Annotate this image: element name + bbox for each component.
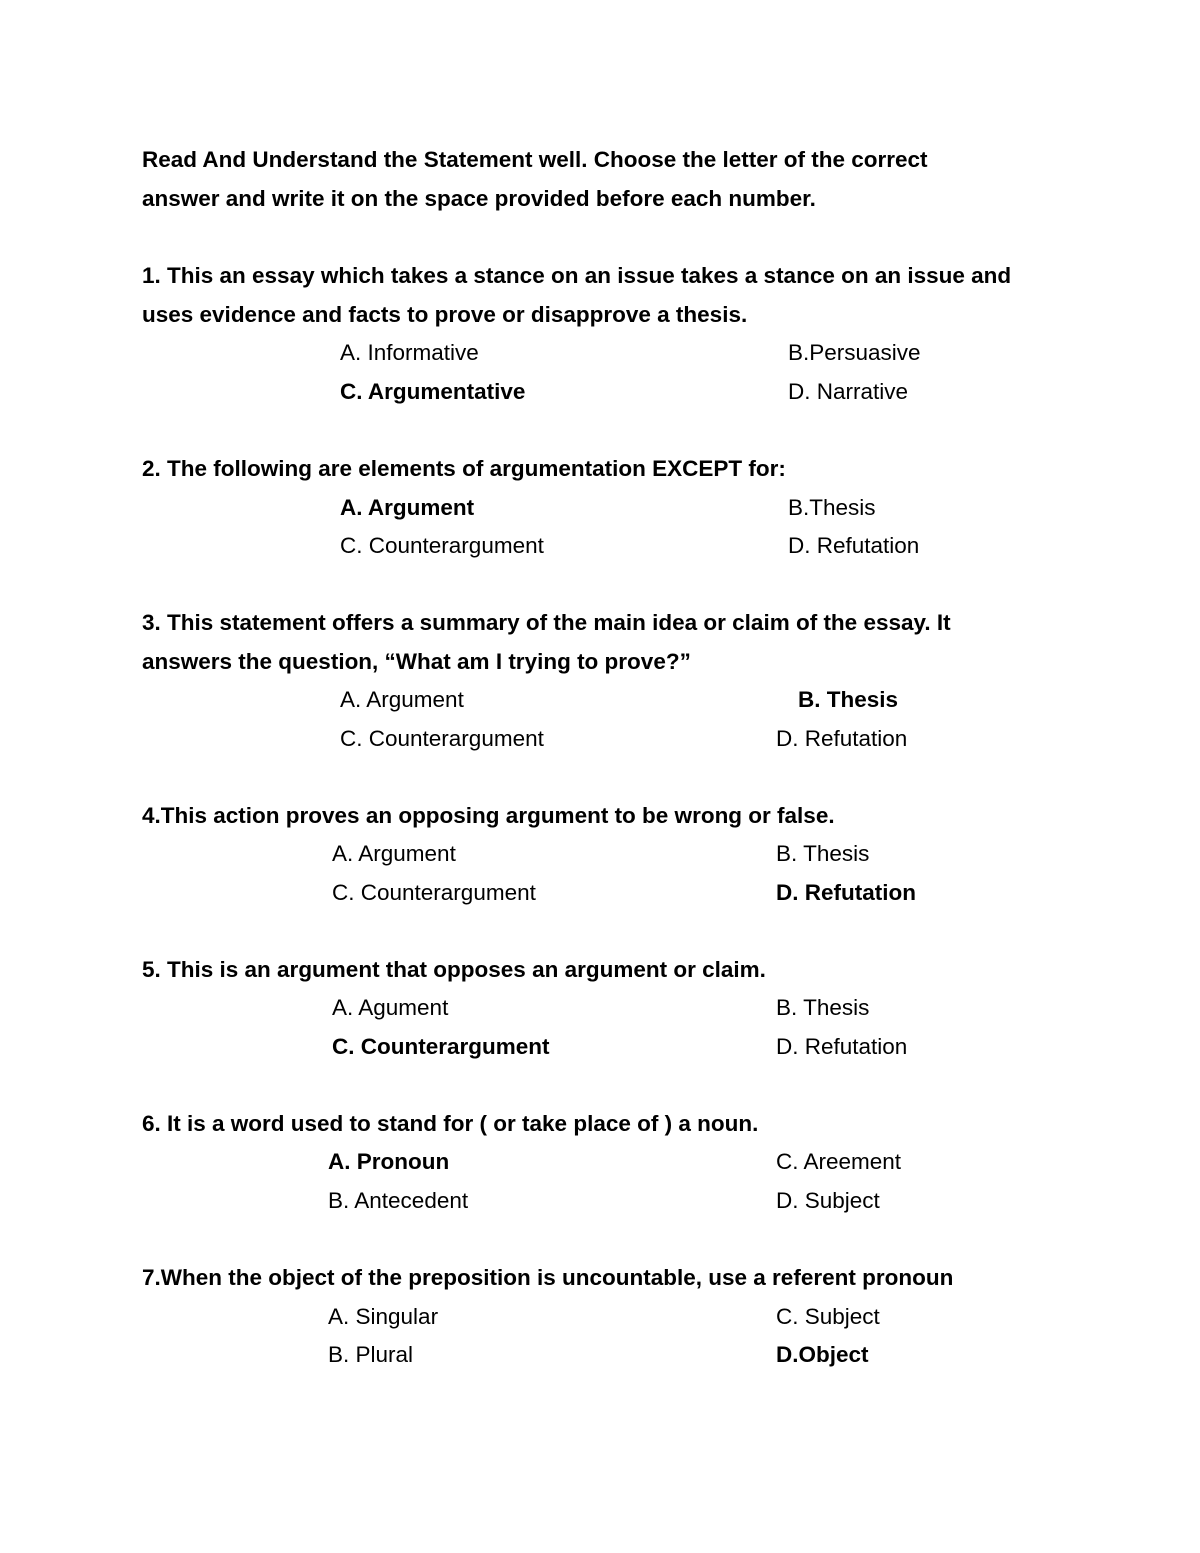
instructions-line-2: answer and write it on the space provided before each number. — [142, 186, 816, 211]
question-1-option-a: A. Informative — [340, 340, 479, 365]
question-6-option-b: B. Antecedent — [328, 1188, 469, 1213]
question-2-option-a: A. Argument — [340, 495, 475, 520]
question-1-prompt-line-2: uses evidence and facts to prove or disapprove a thesis. — [142, 302, 748, 327]
question-1-option-c: C. Argumentative — [340, 379, 526, 404]
question-4-option-c: C. Counterargument — [332, 880, 536, 905]
question-6-option-c: C. Areement — [776, 1149, 902, 1174]
question-3-option-d: D. Refutation — [776, 726, 908, 751]
question-5-option-d: D. Refutation — [776, 1034, 908, 1059]
question-2-option-b: B.Thesis — [788, 495, 876, 520]
question-5-option-b: B. Thesis — [776, 995, 870, 1020]
instructions-line-1: Read And Understand the Statement well. Choose the letter of the correct — [142, 147, 928, 172]
question-6-prompt-line-1: 6. It is a word used to stand for ( or take place of ) a noun. — [142, 1111, 759, 1136]
question-6-option-a: A. Pronoun — [328, 1149, 450, 1174]
question-7-option-c: C. Subject — [776, 1304, 880, 1329]
question-4-option-b: B. Thesis — [776, 841, 870, 866]
question-3-option-a: A. Argument — [340, 687, 464, 712]
question-3-option-b: B. Thesis — [798, 687, 899, 712]
question-3-option-c: C. Counterargument — [340, 726, 544, 751]
question-4-option-d: D. Refutation — [776, 880, 916, 905]
question-6-option-d: D. Subject — [776, 1188, 880, 1213]
question-2-option-c: C. Counterargument — [340, 533, 544, 558]
question-5-option-c: C. Counterargument — [332, 1034, 550, 1059]
question-7-option-a: A. Singular — [328, 1304, 439, 1329]
question-7-option-d: D.Object — [776, 1342, 869, 1367]
question-4-option-a: A. Argument — [332, 841, 456, 866]
question-3-prompt-line-1: 3. This statement offers a summary of the main idea or claim of the essay. It — [142, 610, 951, 635]
question-5-option-a: A. Agument — [332, 995, 449, 1020]
question-3-prompt-line-2: answers the question, “What am I trying to prove?” — [142, 649, 691, 674]
question-1-prompt-line-1: 1. This an essay which takes a stance on an issue takes a stance on an issue and — [142, 263, 1012, 288]
question-1-option-b: B.Persuasive — [788, 340, 921, 365]
question-1-option-d: D. Narrative — [788, 379, 909, 404]
question-7-prompt-line-1: 7.When the object of the preposition is uncountable, use a referent pronoun — [142, 1265, 954, 1290]
question-5-prompt-line-1: 5. This is an argument that opposes an argument or claim. — [142, 957, 766, 982]
question-4-prompt-line-1: 4.This action proves an opposing argument to be wrong or false. — [142, 803, 835, 828]
question-2-prompt-line-1: 2. The following are elements of argumentation EXCEPT for: — [142, 456, 786, 481]
question-2-option-d: D. Refutation — [788, 533, 920, 558]
question-7-option-b: B. Plural — [328, 1342, 414, 1367]
